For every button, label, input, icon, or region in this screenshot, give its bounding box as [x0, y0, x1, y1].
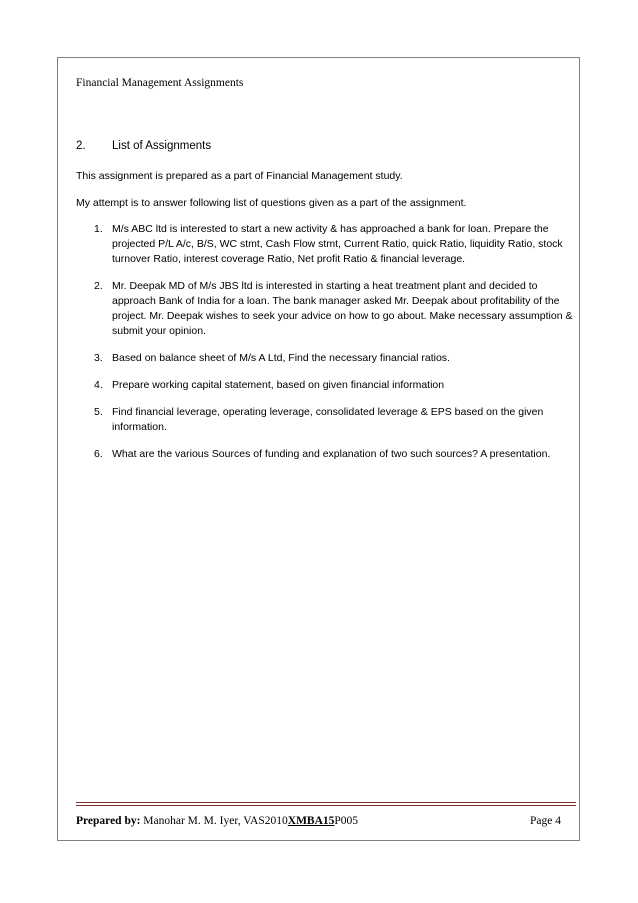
section-heading — [76, 140, 211, 152]
assignment-text-line: What are the various Sources of funding and explanation of two such sources? A presentation. — [112, 448, 551, 460]
assignment-text-line: M/s ABC ltd is interested to start a new activity & has approached a bank for loan. Prepare the — [112, 223, 549, 235]
assignment-text-line: submit your opinion. — [112, 325, 206, 337]
assignment-text-line: Based on balance sheet of M/s A Ltd, Find the necessary financial ratios. — [112, 352, 450, 364]
section-number: 2. — [76, 140, 86, 152]
footer-author: Manohar M. M. Iyer, VAS2010 — [140, 815, 288, 827]
assignment-text-line: projected P/L A/c, B/S, WC stmt, Cash Flow stmt, Current Ratio, quick Ratio, liquidity Ratio, stock — [112, 238, 563, 250]
assignment-number: 6. — [94, 448, 103, 460]
assignment-text-line: project. Mr. Deepak wishes to seek your advice on how to go about. Make necessary assumption & — [112, 310, 573, 322]
assignment-number: 4. — [94, 379, 103, 391]
assignment-text-line: approach Bank of India for a loan. The bank manager asked Mr. Deepak about profitability of the — [112, 295, 560, 307]
assignment-text-line: Mr. Deepak MD of M/s JBS ltd is interested in starting a heat treatment plant and decided to — [112, 280, 538, 292]
assignment-text-line: Find financial leverage, operating leverage, consolidated leverage & EPS based on the given — [112, 406, 544, 418]
footer-rule-thin — [76, 805, 576, 806]
section-title: List of Assignments — [112, 140, 212, 152]
footer-rule — [76, 802, 576, 803]
intro-paragraph-2: My attempt is to answer following list of questions given as a part of the assignment. — [76, 197, 467, 209]
running-header: Financial Management Assignments — [76, 77, 244, 89]
assignment-item-4 — [76, 378, 576, 393]
assignment-number: 2. — [94, 280, 103, 292]
assignment-list — [76, 222, 576, 474]
assignment-item-6 — [76, 447, 576, 462]
assignment-text-line: turnover Ratio, interest coverage Ratio, Net profit Ratio & financial leverage. — [112, 253, 466, 265]
footer-code-suffix: P005 — [334, 815, 359, 827]
assignment-number: 3. — [94, 352, 103, 364]
assignment-text-line: Prepare working capital statement, based on given financial information — [112, 379, 445, 391]
footer-prepared-label: Prepared by: — [76, 815, 141, 827]
assignment-item-2 — [76, 279, 576, 339]
footer-credit — [76, 815, 358, 827]
assignment-item-3 — [76, 351, 576, 366]
assignment-item-1 — [76, 222, 576, 267]
assignment-number: 1. — [94, 223, 103, 235]
intro-paragraph-1: This assignment is prepared as a part of Financial Management study. — [76, 170, 403, 182]
assignment-text-line: information. — [112, 421, 167, 433]
assignment-item-5 — [76, 405, 576, 435]
page-number: Page 4 — [530, 815, 561, 827]
footer-code-underlined: XMBA15 — [287, 815, 335, 827]
assignment-number: 5. — [94, 406, 103, 418]
